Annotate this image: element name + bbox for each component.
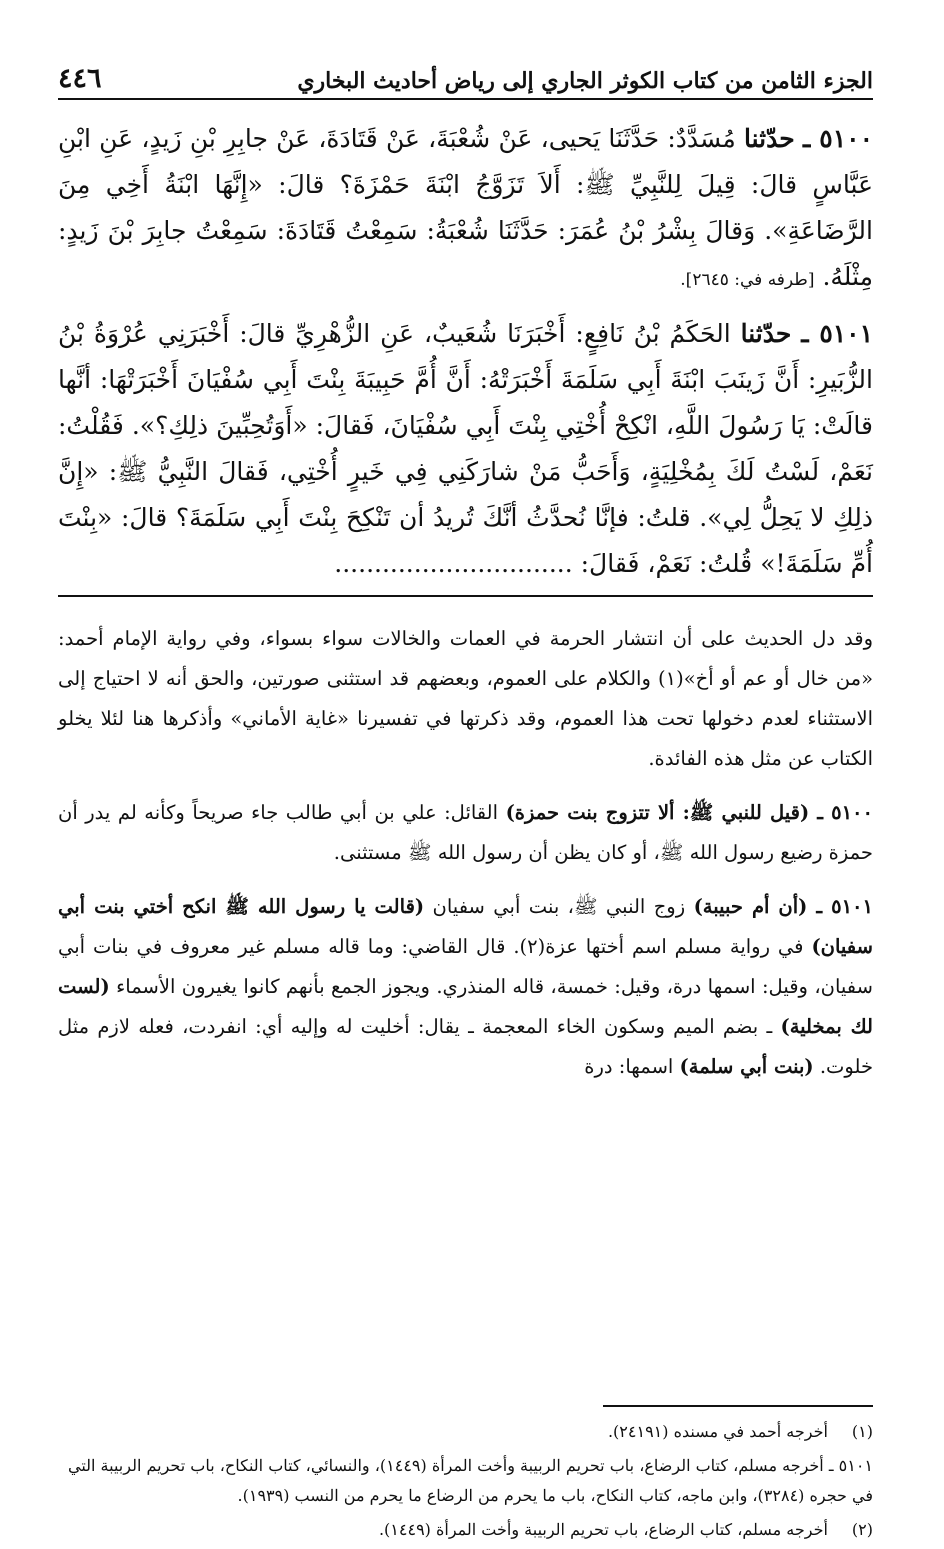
cross-reference: [طرفه في: ٢٦٤٥]. (680, 270, 815, 290)
commentary-quote: (لست لك بمخلية) (58, 975, 873, 1038)
commentary-heading: ٥١٠٠ ـ (قيل للنبي ﷺ: ألا تتزوج بنت حمزة) (505, 801, 873, 824)
text-separator (58, 595, 873, 597)
hadith-text-block (58, 116, 873, 587)
footnote-marker: ٥١٠١ ـ (828, 1456, 873, 1475)
footnote-marker: (١) (851, 1422, 873, 1441)
hadith-lead-word: حدّثنا (740, 319, 792, 348)
footnote-2 (58, 1515, 873, 1545)
commentary-body: في رواية مسلم اسم أختها عزة(٢). قال القاضي: وما قاله مسلم غير معروف في بنات أبي سفيان، وقيل: اسمها درة، وقيل: خمسة، قاله المنذري. ويجوز الجمع بأنهم كانوا يغيرون الأسماء (58, 935, 873, 998)
hadith-number: ٥١٠١ ـ (801, 319, 874, 348)
commentary-block (58, 619, 873, 1087)
footnote-marker: (٢) (851, 1520, 873, 1539)
commentary-body: زوج النبي ﷺ، بنت أبي سفيان (432, 895, 686, 918)
commentary-body: القائل: علي بن أبي طالب جاء صريحاً وكأنه لم يدر أن حمزة رضيع رسول الله ﷺ، أو كان يظن أن رسول الله ﷺ مستثنى. (58, 801, 873, 864)
running-title: الجزء الثامن من كتاب الكوثر الجاري إلى رياض أحاديث البخاري (297, 68, 873, 94)
hadith-lead-word: حدّثنا (744, 124, 795, 153)
footnote-text: أخرجه مسلم، كتاب الرضاع، باب تحريم الربيبة وأخت المرأة (١٤٤٩)، والنسائي، كتاب النكاح، باب تحريم الربيبة التي في حجره (٣٢٨٤)، وابن ماجه، كتاب النكاح، باب ما يحرم من الرضاع ما يحرم من النسب (١٩٣٩). (67, 1456, 873, 1505)
commentary-5101 (58, 887, 873, 1087)
commentary-body: اسمها: درة (584, 1055, 674, 1078)
footnote-rule (603, 1405, 873, 1407)
page-number: ٤٤٦ (58, 63, 102, 94)
commentary-body: ـ بضم الميم وسكون الخاء المعجمة ـ يقال: أخليت له وإليه أي: انفردت، فعله لازم مثل خلوت. (58, 1015, 873, 1078)
commentary-intro: وقد دل الحديث على أن انتشار الحرمة في العمات والخالات سواء بسواء، وفي رواية الإمام أحمد: «من خال أو عم أو أخ»(١) والكلام على العموم، وبعضهم قد استثنى صورتين، والحق أنه لا احتياج إلى الاستثناء لعدم دخولها تحت هذا العموم، وقد ذكرتها في تفسيرنا «غاية الأماني» وأذكرها هنا لئلا يخلو الكتاب عن مثل هذه الفائدة. (58, 627, 874, 770)
page-header (58, 50, 873, 100)
footnote-5101 (58, 1451, 873, 1511)
hadith-body: مُسَدَّدٌ: حَدَّثَنَا يَحيى، عَنْ شُعْبَةَ، عَنْ قَتَادَةَ، عَنْ جابِرِ بْنِ زَيدٍ، عَنِ ابْنِ عَبَّاسٍ قالَ: قِيلَ لِلنَّبِيِّ ﷺ: أَلاَ تَزَوَّجُ ابْنَةَ حَمْزَةَ؟ قالَ: «إِنَّهَا ابْنَةُ أَخِي مِنَ الرَّضَاعَةِ». وَقالَ بِشْرُ بْنُ عُمَرَ: حَدَّثَنَا شُعْبَةُ: سَمِعْتُ قَتَادَةَ: سَمِعْتُ جابِرَ بْنَ زَيدٍ: مِثْلَهُ. (58, 124, 873, 291)
footnote-text: أخرجه أحمد في مسنده (٢٤١٩١). (607, 1422, 828, 1441)
hadith-5100 (58, 116, 873, 303)
footnotes (58, 1417, 873, 1545)
footnote-1 (58, 1417, 873, 1447)
hadith-number: ٥١٠٠ ـ (802, 124, 873, 153)
commentary-heading: ٥١٠١ ـ (أن أم حبيبة) (693, 895, 874, 918)
commentary-5100 (58, 793, 873, 873)
footnote-text: أخرجه مسلم، كتاب الرضاع، باب تحريم الربيبة وأخت المرأة (١٤٤٩). (378, 1520, 828, 1539)
book-page (58, 50, 873, 1549)
commentary-quote: (قالت يا رسول الله ﷺ انكح أختي بنت أبي سفيان) (58, 895, 874, 958)
hadith-5101 (58, 311, 873, 587)
hadith-body: الحَكَمُ بْنُ نَافِعٍ: أَخْبَرَنَا شُعَيبٌ، عَنِ الزُّهْرِيِّ قالَ: أَخْبَرَنِي عُرْوَةُ بْنُ الزُّبَيرِ: أَنَّ زَينَبَ ابْنَةَ أَبِي سَلَمَةَ أَخْبَرَتْهُ: أَنَّ أُمَّ حَبِيبَةَ بِنْتَ أَبِي سُفْيَانَ أَخْبَرَتْهَا: أنَّها قالَتْ: يَا رَسُولَ اللَّهِ، انْكِحْ أُخْتِي بِنْتَ أَبِي سُفْيَانَ، فَقالَ: «أَوَتُحِبِّينَ ذلِكِ؟». فَقُلْتُ: نَعَمْ، لَسْتُ لَكَ بِمُخْلِيَةٍ، وَأَحَبُّ مَنْ شارَكَنِي فِي خَيرٍ أُخْتِي، فَقالَ النَّبِيُّ ﷺ: «إِنَّ ذلِكِ لا يَحِلُّ لِي». قلتُ: فإنَّا نُحدَّثُ أنَّكَ تُريدُ أن تَنْكِحَ بِنْتَ أَبِي سَلَمَةَ؟ قالَ: «بِنْتَ أُمِّ سَلَمَةَ!» قُلتُ: نَعَمْ، فَقالَ: .............................. (58, 319, 873, 578)
commentary-quote: (بنت أبي سلمة) (679, 1055, 814, 1078)
